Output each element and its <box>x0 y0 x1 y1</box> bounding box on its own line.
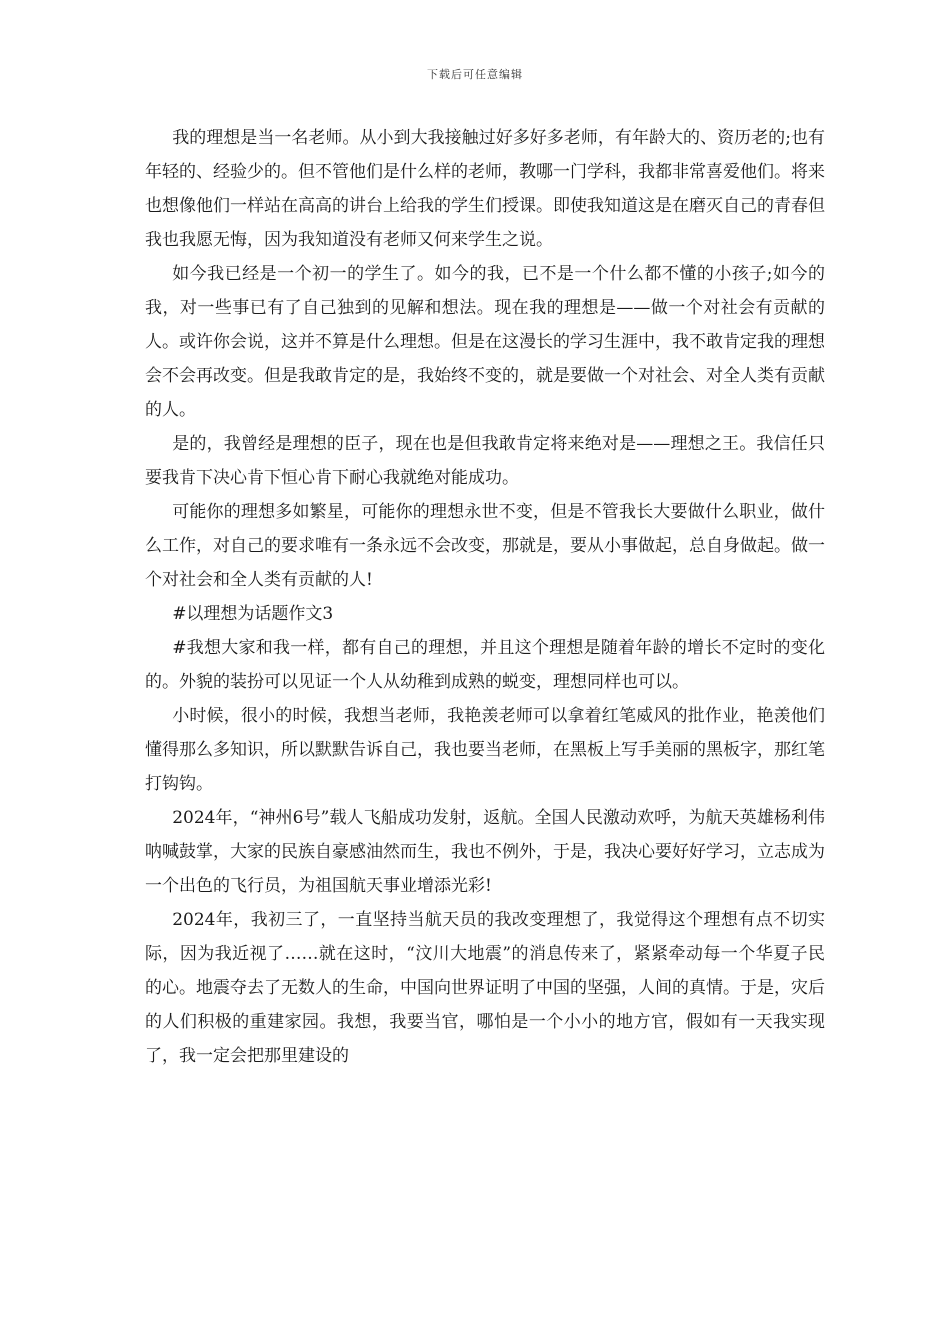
paragraph: 我的理想是当一名老师。从小到大我接触过好多好多老师，有年龄大的、资历老的;也有年轻的、经验少的。但不管他们是什么样的老师，教哪一门学科，我都非常喜爱他们。将来也想像他们一样站在高高的讲台上给我的学生们授课。即使我知道这是在磨灭自己的青春但我也我愿无悔，因为我知道没有老师又何来学生之说。 <box>145 128 825 250</box>
paragraph: 小时候，很小的时候，我想当老师，我艳羡老师可以拿着红笔威风的批作业，艳羡他们懂得那么多知识，所以默默告诉自己，我也要当老师，在黑板上写手美丽的黑板字，那红笔打钩钩。 <box>145 706 825 794</box>
paragraph: 2024年，“神州6号”载人飞船成功发射，返航。全国人民激动欢呼，为航天英雄杨利伟呐喊鼓掌，大家的民族自豪感油然而生，我也不例外，于是，我决心要好好学习，立志成为一个出色的飞行员，为祖国航天事业增添光彩! <box>145 808 825 896</box>
paragraph: 可能你的理想多如繁星，可能你的理想永世不变，但是不管我长大要做什么职业，做什么工作，对自己的要求唯有一条永远不会改变，那就是，要从小事做起，总自身做起。做一个对社会和全人类有贡献的人! <box>145 502 825 590</box>
section-heading: #以理想为话题作文3 <box>172 604 334 624</box>
paragraph: #我想大家和我一样，都有自己的理想，并且这个理想是随着年龄的增长不定时的变化的。外貌的装扮可以见证一个人从幼稚到成熟的蜕变，理想同样也可以。 <box>145 638 825 692</box>
paragraph: 2024年，我初三了，一直坚持当航天员的我改变理想了，我觉得这个理想有点不切实际，因为我近视了……就在这时，“汶川大地震”的消息传来了，紧紧牵动每一个华夏子民的心。地震夺去了无数人的生命，中国向世界证明了中国的坚强，人间的真情。于是，灾后的人们积极的重建家园。我想，我要当官，哪怕是一个小小的地方官，假如有一天我实现了，我一定会把那里建设的 <box>145 910 825 1066</box>
paragraph: 如今我已经是一个初一的学生了。如今的我，已不是一个什么都不懂的小孩子;如今的我，对一些事已有了自己独到的见解和想法。现在我的理想是——做一个对社会有贡献的人。或许你会说，这并不算是什么理想。但是在这漫长的学习生涯中，我不敢肯定我的理想会不会再改变。但是我敢肯定的是，我始终不变的，就是要做一个对社会、对全人类有贡献的人。 <box>145 264 825 420</box>
header-note: 下载后可任意编辑 <box>427 68 523 81</box>
essay-body <box>145 121 825 1073</box>
paragraph: 是的，我曾经是理想的臣子，现在也是但我敢肯定将来绝对是——理想之王。我信任只要我肯下决心肯下恒心肯下耐心我就绝对能成功。 <box>145 434 825 488</box>
